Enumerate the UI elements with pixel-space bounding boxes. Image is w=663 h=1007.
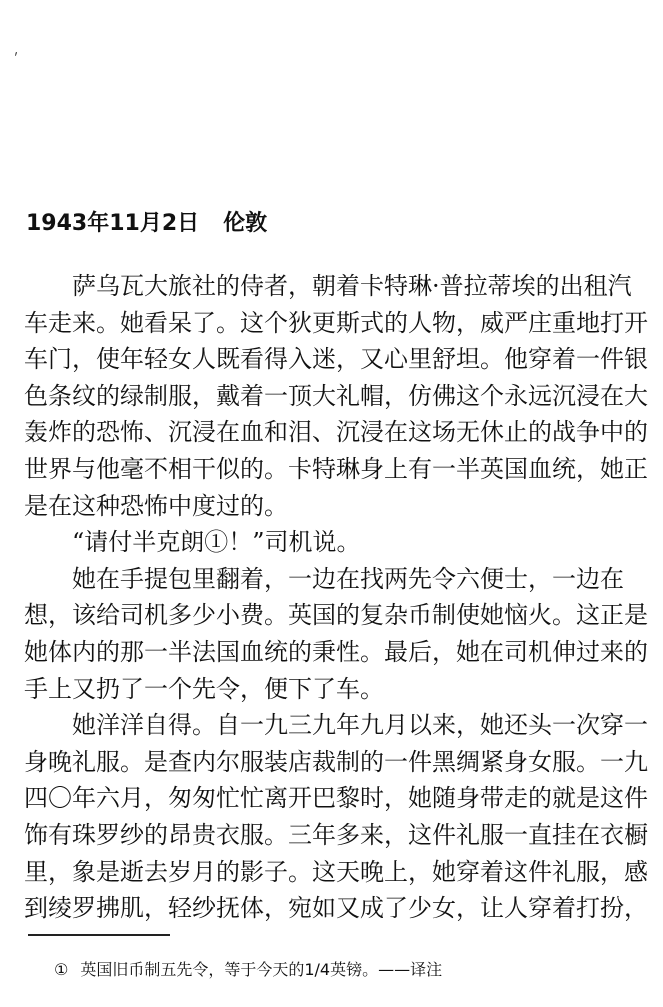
heading-place: 伦敦 [223, 211, 268, 236]
text-line: 是在这种恐怖中度过的。 [24, 491, 288, 520]
text-line: 色条纹的绿制服，戴着一顶大礼帽，仿佛这个永远沉浸在大 [24, 381, 648, 410]
text-line: 车走来。她看呆了。这个狄更斯式的人物，威严庄重地打开 [24, 308, 648, 337]
footnote [54, 960, 442, 980]
stray-mark: ˊ [10, 49, 26, 70]
text-line: 世界与他毫不相干似的。卡特琳身上有一半英国血统，她正 [24, 454, 648, 483]
footnote-marker: ① [54, 960, 69, 979]
footnote-text: 英国旧币制五先令，等于今天的1/4英镑。——译注 [80, 960, 443, 979]
text-line: 到绫罗拂肌，轻纱抚体，宛如又成了少女，让人穿着打扮， [24, 894, 648, 923]
body-text [24, 268, 648, 927]
footnote-divider [28, 934, 170, 936]
text-line: 想，该给司机多少小费。英国的复杂币制使她恼火。这正是 [24, 601, 648, 630]
text-line: 里，象是逝去岁月的影子。这天晚上，她穿着这件礼服，感 [24, 857, 648, 886]
text-line: 手上又扔了一个先令，便下了车。 [24, 674, 384, 703]
text-line: 车门，使年轻女人既看得入迷，又心里舒坦。他穿着一件银 [24, 345, 648, 374]
text-line: 四〇年六月，匆匆忙忙离开巴黎时，她随身带走的就是这件 [24, 784, 648, 813]
text-line: 她洋洋自得。自一九三九年九月以来，她还头一次穿一 [24, 711, 648, 740]
text-line: 她体内的那一半法国血统的秉性。最后，她在司机伸过来的 [24, 637, 648, 666]
text-line: 她在手提包里翻着，一边在找两先令六便士，一边在 [24, 564, 624, 593]
text-line: 轰炸的恐怖、沉浸在血和泪、沉浸在这场无休止的战争中的 [24, 418, 648, 447]
text-line: 饰有珠罗纱的昂贵衣服。三年多来，这件礼服一直挂在衣橱 [24, 820, 648, 849]
text-line: “请付半克朗①！”司机说。 [24, 528, 361, 557]
text-line: 萨乌瓦大旅社的侍者，朝着卡特琳·普拉蒂埃的出租汽 [24, 272, 632, 300]
heading-date: 1943年11月2日 [26, 211, 200, 236]
chapter-heading [26, 210, 267, 238]
text-line: 身晚礼服。是查内尔服装店裁制的一件黑绸紧身女服。一九 [24, 747, 648, 776]
